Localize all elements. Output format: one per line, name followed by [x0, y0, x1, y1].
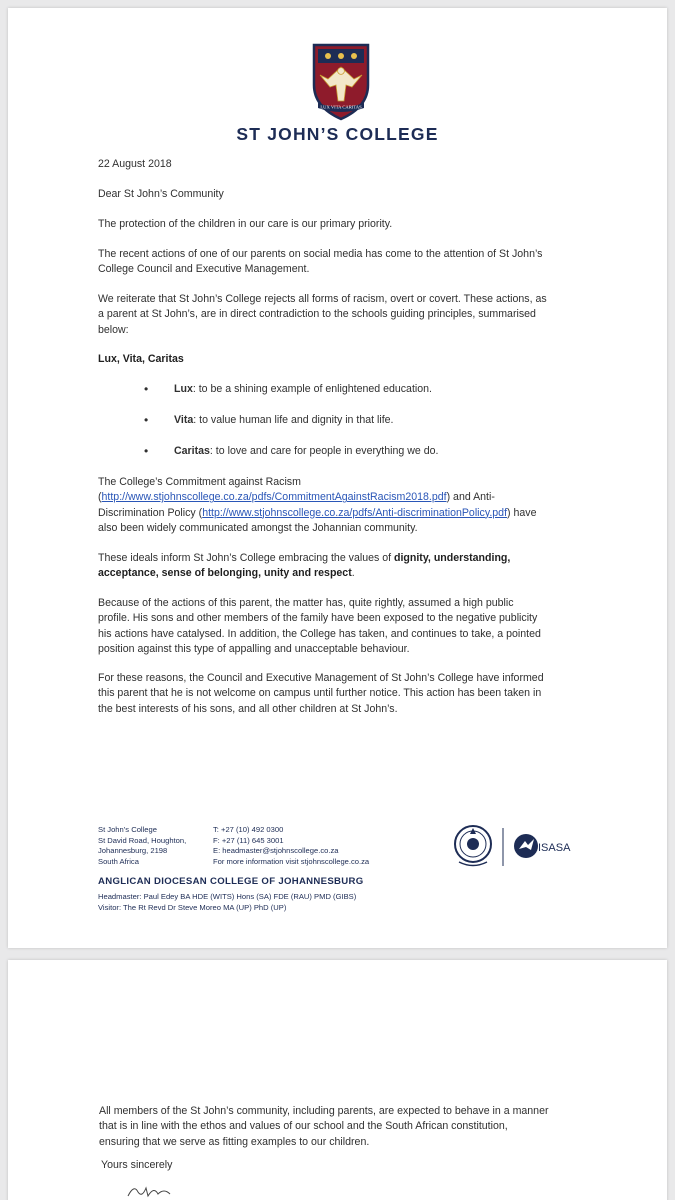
paragraph-recent-actions [98, 247, 588, 278]
text-line: profile. His sons and other members of the family have been exposed to the negative publicity [98, 612, 538, 625]
paragraph-commitment: The College’s Commitment against Racism (http://www.stjohnscollege.co.za/pdfs/CommitmentAgainstRacism2018.pdf) and Anti- Discrimination Policy (http://www.stjohnscollege.co.za/pdfs/Anti-discriminationPolicy.pdf) have also been widely communicated amongst the Johannian community. [98, 475, 588, 536]
bullet-term: Vita [174, 414, 194, 426]
bullet-icon: • [144, 413, 149, 427]
text-line: The College’s Commitment against Racism [98, 476, 301, 488]
address-line: South Africa [98, 856, 139, 866]
bullet-term: Caritas [174, 445, 210, 457]
footer-visitor: Visitor: The Rt Revd Dr Steve Moreo MA (UP) PhD (UP) [98, 903, 287, 912]
bullet-text: : to value human life and dignity in that life. [193, 414, 394, 426]
letter-page-1 [8, 8, 667, 948]
isasa-logo-icon [514, 834, 571, 858]
paragraph-reiterate [98, 292, 588, 338]
address-line: St John’s College [98, 825, 157, 834]
paragraph-public-profile [98, 596, 588, 657]
footer-heading: ANGLICAN DIOCESAN COLLEGE OF JOHANNESBURG [98, 876, 364, 887]
letter-page-2 [8, 960, 667, 1200]
closing: Yours sincerely [101, 1159, 173, 1171]
college-crest-icon [308, 41, 374, 121]
values-heading-text: Lux, Vita, Caritas [98, 353, 184, 365]
footer-headmaster: Headmaster: Paul Edey BA HDE (WITS) Hons (SA) FDE (RAU) PMD (GIBS) [98, 892, 357, 901]
text-fragment: These ideals inform St John’s College embracing the values of [98, 552, 394, 564]
bullet-term: Lux [174, 383, 193, 395]
paragraph-expectations [99, 1104, 619, 1150]
text-line: All members of the St John’s community, including parents, are expected to behave in a manner [99, 1105, 549, 1117]
text-fragment: ) and Anti- [446, 491, 495, 504]
text-fragment: . [351, 567, 355, 580]
footer-contact [213, 825, 369, 867]
paragraph-ideals [98, 551, 588, 582]
text-line: also been widely communicated amongst the Johannian community. [98, 521, 418, 534]
bullet-icon: • [144, 382, 149, 396]
footer-address [98, 825, 186, 867]
bullet-text: : to love and care for people in everything we do. [209, 445, 439, 457]
college-name: ST JOHN’S COLLEGE [236, 124, 439, 144]
text-line: ensuring that we serve as fitting examples to our children. [99, 1135, 370, 1148]
salutation: Dear St John’s Community [98, 188, 224, 200]
seal-icon [455, 826, 491, 866]
text-line: Because of the actions of this parent, the matter has, quite rightly, assumed a high public [98, 597, 514, 609]
text-line: College Council and Executive Management. [98, 263, 310, 276]
text-line: a parent at St John’s, are in direct contradiction to the schools guiding principles, summarised [98, 308, 536, 321]
text-line: the best interests of his sons, and all other children at St John’s. [98, 702, 398, 715]
paragraph-decision [98, 671, 588, 717]
svg-text:ISASA: ISASA [538, 842, 571, 854]
contact-fax: F: +27 (11) 645 3001 [213, 835, 284, 845]
footer-logos [451, 822, 591, 872]
text-line: position against this type of appalling and unacceptable behaviour. [98, 642, 410, 655]
address-line: Johannesburg, 2198 [98, 846, 168, 856]
text-line: this parent that he is not welcome on campus until further notice. This action has been taken in [98, 687, 542, 700]
text-fragment: ) have [507, 506, 537, 519]
values-emphasis: dignity, understanding, [394, 552, 511, 564]
values-heading [98, 352, 588, 367]
address-line: St David Road, Houghton, [98, 835, 187, 845]
letter-date: 22 August 2018 [98, 158, 172, 170]
text-line: below: [98, 323, 129, 336]
contact-email[interactable]: E: headmaster@stjohnscollege.co.za [213, 846, 339, 856]
bullet-text: : to be a shining example of enlightened education. [192, 383, 432, 395]
policy-link[interactable]: http://www.stjohnscollege.co.za/pdfs/Anti-discriminationPolicy.pdf [202, 506, 508, 519]
text-fragment: Discrimination Policy ( [98, 506, 203, 519]
text-line: We reiterate that St John’s College rejects all forms of racism, overt or covert. These actions, as [98, 293, 547, 305]
svg-text:LUX VITA CARITAS: LUX VITA CARITAS [320, 104, 362, 110]
paragraph-priority: The protection of the children in our care is our primary priority. [98, 218, 393, 230]
text-line: The recent actions of one of our parents on social media has come to the attention of St John’s [98, 248, 543, 260]
text-line: his actions have catalysed. In addition, the College has taken, and continues to take, a pointed [98, 627, 541, 640]
bullet-icon: • [144, 444, 149, 458]
values-emphasis: acceptance, sense of belonging, unity and respect [98, 567, 352, 580]
signature-icon [124, 1182, 184, 1200]
contact-phone: T: +27 (10) 492 0300 [213, 825, 284, 834]
commitment-link[interactable]: http://www.stjohnscollege.co.za/pdfs/CommitmentAgainstRacism2018.pdf [101, 491, 447, 504]
text-line: that is in line with the ethos and values of our school and the South African constitution, [99, 1120, 508, 1133]
contact-website[interactable]: For more information visit stjohnscollege.co.za [213, 856, 370, 866]
text-line: For these reasons, the Council and Executive Management of St John’s College have informed [98, 672, 544, 684]
